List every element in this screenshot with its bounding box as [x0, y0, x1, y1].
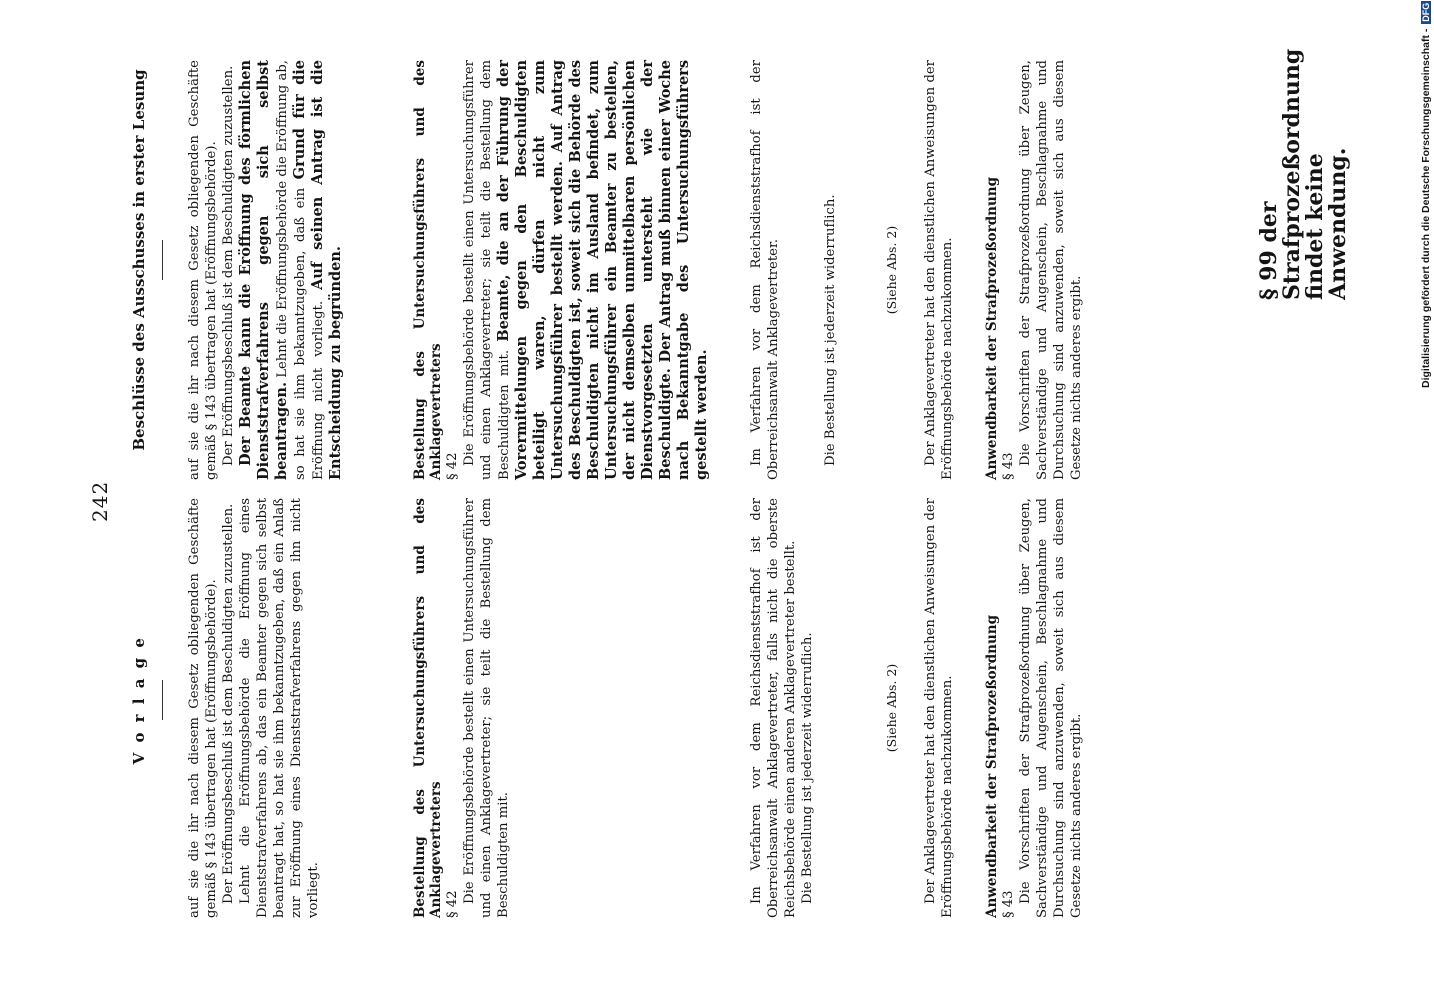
right-p2: Der Eröffnungsbeschluß ist dem Beschuldigten zuzustellen.	[221, 65, 236, 466]
right-s43: § 43	[1001, 452, 1016, 480]
left-block-1	[186, 498, 322, 918]
digitization-credit	[1420, 1, 1432, 388]
right-p-weisung: Der Anklagevertreter hat den dienstlichen Anweisungen der Eröffnungsbehörde nachzukommen.	[923, 60, 955, 480]
page-number: 242	[88, 480, 112, 522]
dfg-logo: DFG	[1421, 2, 1431, 22]
right-heading-rule	[162, 240, 163, 280]
right-block-42	[412, 60, 711, 480]
right-column-heading: Beschlüsse des Ausschusses in erster Lesung	[130, 69, 148, 451]
left-p-weisung: Der Anklagevertreter hat den dienstlichen Anweisungen der Eröffnungsbehörde nachzukommen.	[923, 498, 955, 918]
right-p43: Die Vorschriften der Strafprozeßordnung über Zeugen, Sachverständige und Augenschein, Beschlagnahme und Durchsuchung sind anzuwenden, soweit sich aus diesem Gesetze nichts anderes ergibt.	[1018, 60, 1084, 480]
left-p3: Lehnt die Eröffnungsbehörde die Eröffnung eines Dienststrafverfahrens ab, das ein Beamter gegen sich selbst beantragt hat, so hat sie ihm bekanntzugeben, daß ein Anlaß zur Eröffnung eines Dienststrafverfahrens gegen ihn nicht vorliegt.	[238, 498, 321, 918]
left-p1: auf sie die ihr nach diesem Gesetz obliegenden Geschäfte gemäß § 143 übertragen hat (Eröffnungsbehörde).	[187, 498, 219, 918]
right-p-reich: Im Verfahren vor dem Reichsdienststrafhof ist der Oberreichsanwalt Anklagevertreter.	[749, 60, 781, 480]
right-p3-normal: Lehnt die Eröffnungsbehörde die Eröffnung ab, so hat sie ihm bekanntzugeben, daß ein	[275, 60, 308, 480]
right-h42: Bestellung des Untersuchungsführers und des Anklagevertreters	[412, 60, 444, 480]
left-block-weisung	[922, 498, 956, 918]
right-block-43	[984, 60, 1085, 480]
left-block-reich	[748, 498, 816, 918]
left-siehe: (Siehe Abs. 2)	[884, 663, 899, 753]
left-column-heading: V o r l a g e	[130, 635, 148, 765]
right-block-weisung	[922, 60, 956, 480]
left-block-42	[412, 498, 512, 918]
left-p-reich: Im Verfahren vor dem Reichsdienststrafhof ist der Oberreichsanwalt Anklagevertreter, falls nicht die oberste Reichsbehörde einen anderen Anklagevertreter bestellt.	[749, 498, 798, 918]
left-p42: Die Eröffnungsbehörde bestellt einen Untersuchungsführer und einen Anklagevertreter; sie teilt die Bestellung dem Beschuldigten mit.	[462, 498, 511, 918]
left-p2: Der Eröffnungsbeschluß ist dem Beschuldigten zuzustellen.	[221, 503, 236, 904]
left-h43: Anwendbarkeit der Strafprozeßordnung	[984, 614, 1000, 918]
right-p-widerruf: Die Bestellung ist jederzeit widerruflich.	[823, 194, 838, 466]
right-p42-normal: Die Eröffnungsbehörde bestellt einen Untersuchungsführer und einen Anklagevertreter; sie teilt die Bestellung dem Beschuldigten mit.	[462, 60, 512, 480]
right-p1: auf sie die ihr nach diesem Gesetz obliegenden Geschäfte gemäß § 143 übertragen hat (Eröffnungsbehörde).	[187, 60, 219, 480]
left-s43: § 43	[1001, 890, 1016, 918]
left-p-widerruf: Die Bestellung ist jederzeit widerruflich.	[800, 632, 815, 904]
left-block-43	[984, 498, 1085, 918]
right-p3-bold-a: Der Beamte kann die Eröffnung des förmlichen Dienststrafverfahrens gegen sich selbst beantragen.	[237, 60, 290, 480]
credit-text: Digitalisierung gefördert durch die Deutsche Forschungsgemeinschaft -	[1420, 28, 1432, 388]
right-s42: § 42	[445, 452, 460, 480]
right-siehe: (Siehe Abs. 2)	[884, 225, 899, 315]
right-h43: Anwendbarkeit der Strafprozeßordnung	[984, 176, 1000, 480]
left-p43: Die Vorschriften der Strafprozeßordnung über Zeugen, Sachverständige und Augenschein, Beschlagnahme und Durchsuchung sind anzuwenden, soweit sich aus diesem Gesetze nichts anderes ergibt.	[1018, 498, 1084, 918]
right-footer-heading: § 99 der Strafprozeßordnung findet keine Anwendung.	[1256, 48, 1351, 300]
right-p42-bold: Beamte, die an der Führung der Vorermittelungen gegen den Beschuldigten beteiligt waren, dürfen nicht zum Untersuchungsführer bestellt werden. Auf Antrag des Beschuldigten ist, soweit sich die Behörde des Beschuldigten nicht im Ausland befindet, zum Untersuchungsführer ein Beamter zu bestellen, der nicht demselben unmittelbaren persönlichen Dienstvorgesetzten untersteht wie der Beschuldigte. Der Antrag muß binnen einer Woche nach Bekanntgabe des Untersuchungsführers gestellt werden.	[495, 60, 710, 480]
right-block-1	[186, 60, 345, 480]
right-p3-normal-b: Eröffnung nicht vorliegt.	[311, 300, 326, 480]
right-block-reich	[748, 60, 782, 480]
right-p3-bold-b: Grund für die	[291, 60, 308, 180]
left-h42: Bestellung des Untersuchungsführers und des Anklagevertreters	[412, 498, 444, 918]
right-p3-bold-c: Auf seinen Antrag ist die Entscheidung zu begründen.	[309, 60, 344, 480]
left-s42: § 42	[445, 890, 460, 918]
left-heading-rule	[162, 680, 163, 720]
right-block-widerruf	[822, 60, 839, 480]
